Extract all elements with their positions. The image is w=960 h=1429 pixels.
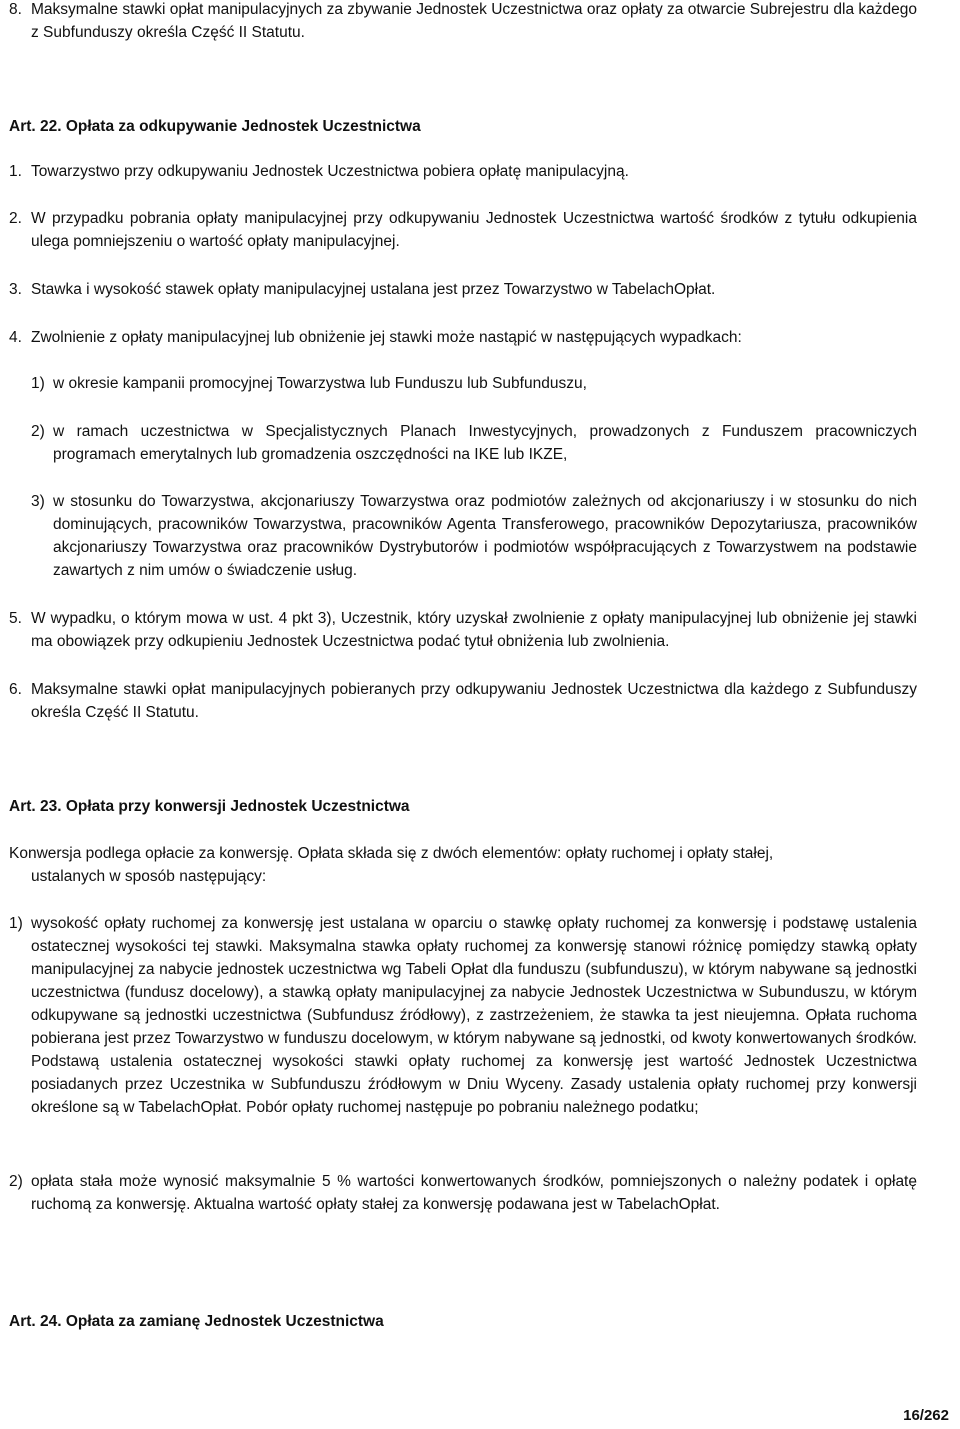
item-text: w stosunku do Towarzystwa, akcjonariuszy Towarzystwa oraz podmiotów zależnych od akcjonariuszy i w stosunku do nich dominujących, pracowników Towarzystwa, pracowników Agenta Transferowego, pracowników Depozytariusza, pracowników akcjonariuszy Towarzystwa oraz pracowników Dystrybutorów i podmiotów współpracujących z Towarzystwem na podstawie zawartych z nim umów o świadczenie usług. xyxy=(53,493,917,579)
item-number: 2) xyxy=(9,1173,23,1190)
item-number: 1) xyxy=(31,375,45,392)
item-number: 1. xyxy=(9,163,22,180)
sub-list-item xyxy=(31,490,917,582)
item-text: opłata stała może wynosić maksymalnie 5 % wartości konwertowanych środków, pomniejszonych o należny podatek i opłatę ruchomą za konwersję. Aktualna wartość opłaty stałej za konwersję podawana jest w TabelachOpłat. xyxy=(31,1173,917,1213)
list-item xyxy=(9,278,917,301)
section-heading: Art. 23. Opłata przy konwersji Jednostek Uczestnictwa xyxy=(9,798,410,815)
list-item xyxy=(9,160,917,183)
item-text: Towarzystwo przy odkupywaniu Jednostek Uczestnictwa pobiera opłatę manipulacyjną. xyxy=(31,163,629,180)
item-text: Maksymalne stawki opłat manipulacyjnych pobieranych przy odkupywaniu Jednostek Uczestnictwa dla każdego z Subfunduszy określa Część II Statutu. xyxy=(31,681,917,721)
list-item xyxy=(9,1170,917,1216)
list-item xyxy=(9,912,917,1119)
item-text: Maksymalne stawki opłat manipulacyjnych za zbywanie Jednostek Uczestnictwa oraz opłaty za otwarcie Subrejestru dla każdego z Subfunduszy określa Część II Statutu. xyxy=(31,1,917,41)
sub-list-item xyxy=(31,372,917,395)
item-number: 2. xyxy=(9,210,22,227)
section-heading: Art. 24. Opłata za zamianę Jednostek Uczestnictwa xyxy=(9,1313,384,1330)
item-number: 8. xyxy=(9,1,22,18)
item-number: 6. xyxy=(9,681,22,698)
item-text: W wypadku, o którym mowa w ust. 4 pkt 3), Uczestnik, który uzyskał zwolnienie z opłaty manipulacyjnej lub obniżenie jej stawki ma obowiązek przy odkupieniu Jednostek Uczestnictwa podać tytuł obniżenia lub zwolnienia. xyxy=(31,610,917,650)
page-number: 16/262 xyxy=(903,1407,949,1424)
item-text: Zwolnienie z opłaty manipulacyjnej lub obniżenie jej stawki może nastąpić w następujących wypadkach: xyxy=(31,329,742,346)
list-item xyxy=(9,678,917,724)
item-number: 3. xyxy=(9,281,22,298)
intro-line: ustalanych w sposób następujący: xyxy=(31,868,267,885)
intro-paragraph xyxy=(9,842,917,888)
item-number: 4. xyxy=(9,329,22,346)
item-number: 2) xyxy=(31,423,45,440)
item-number: 5. xyxy=(9,610,22,627)
section-heading: Art. 22. Opłata za odkupywanie Jednostek Uczestnictwa xyxy=(9,118,421,135)
item-text: W przypadku pobrania opłaty manipulacyjnej przy odkupywaniu Jednostek Uczestnictwa wartość środków z tytułu odkupienia ulega pomniejszeniu o wartość opłaty manipulacyjnej. xyxy=(31,210,917,250)
list-item xyxy=(9,326,917,349)
item-text: wysokość opłaty ruchomej za konwersję jest ustalana w oparciu o stawkę opłaty ruchomej za konwersję i podstawę ustalenia ostatecznej wysokości tej stawki. Maksymalna stawka opłaty ruchomej za konwersję stanowi różnicę pomiędzy stawką opłaty manipulacyjnej za nabycie jednostek uczestnictwa wg Tabeli Opłat dla funduszu (subfunduszu), w którym nabywane są jednostki uczestnictwa (fundusz docelowy), a stawką opłaty manipulacyjnej za nabycie Jednostek Uczestnictwa w Subunduszu, w którym odkupywane są jednostki uczestnictwa (Subfundusz źródłowy), z zastrzeżeniem, że stawka ta jest nieujemna. Opłata ruchoma pobierana jest przez Towarzystwo w funduszu docelowym, w którym nabywane są jednostki, od kwoty konwertowanych środków. Podstawą ustalenia ostatecznej wysokości stawki opłaty ruchomej za konwersję jest wartość Jednostek Uczestnictwa posiadanych przez Uczestnika w Subfunduszu źródłowym w Dniu Wyceny. Zasady ustalenia opłaty ruchomej przy konwersji określone są w TabelachOpłat. Pobór opłaty ruchomej następuje po pobraniu należnego podatku; xyxy=(31,915,917,1116)
item-text: Stawka i wysokość stawek opłaty manipulacyjnej ustalana jest przez Towarzystwo w TabelachOpłat. xyxy=(31,281,716,298)
list-item xyxy=(9,207,917,253)
list-item xyxy=(9,0,917,44)
item-text: w okresie kampanii promocyjnej Towarzystwa lub Funduszu lub Subfunduszu, xyxy=(53,375,587,392)
item-number: 3) xyxy=(31,493,45,510)
list-item xyxy=(9,607,917,653)
item-number: 1) xyxy=(9,915,23,932)
item-text: w ramach uczestnictwa w Specjalistycznych Planach Inwestycyjnych, prowadzonych z Funduszem pracowniczych programach emerytalnych lub gromadzenia oszczędności na IKE lub IKZE, xyxy=(53,423,917,463)
intro-line: Konwersja podlega opłacie za konwersję. Opłata składa się z dwóch elementów: opłaty ruchomej i opłaty stałej, xyxy=(9,845,774,862)
sub-list-item xyxy=(31,420,917,466)
